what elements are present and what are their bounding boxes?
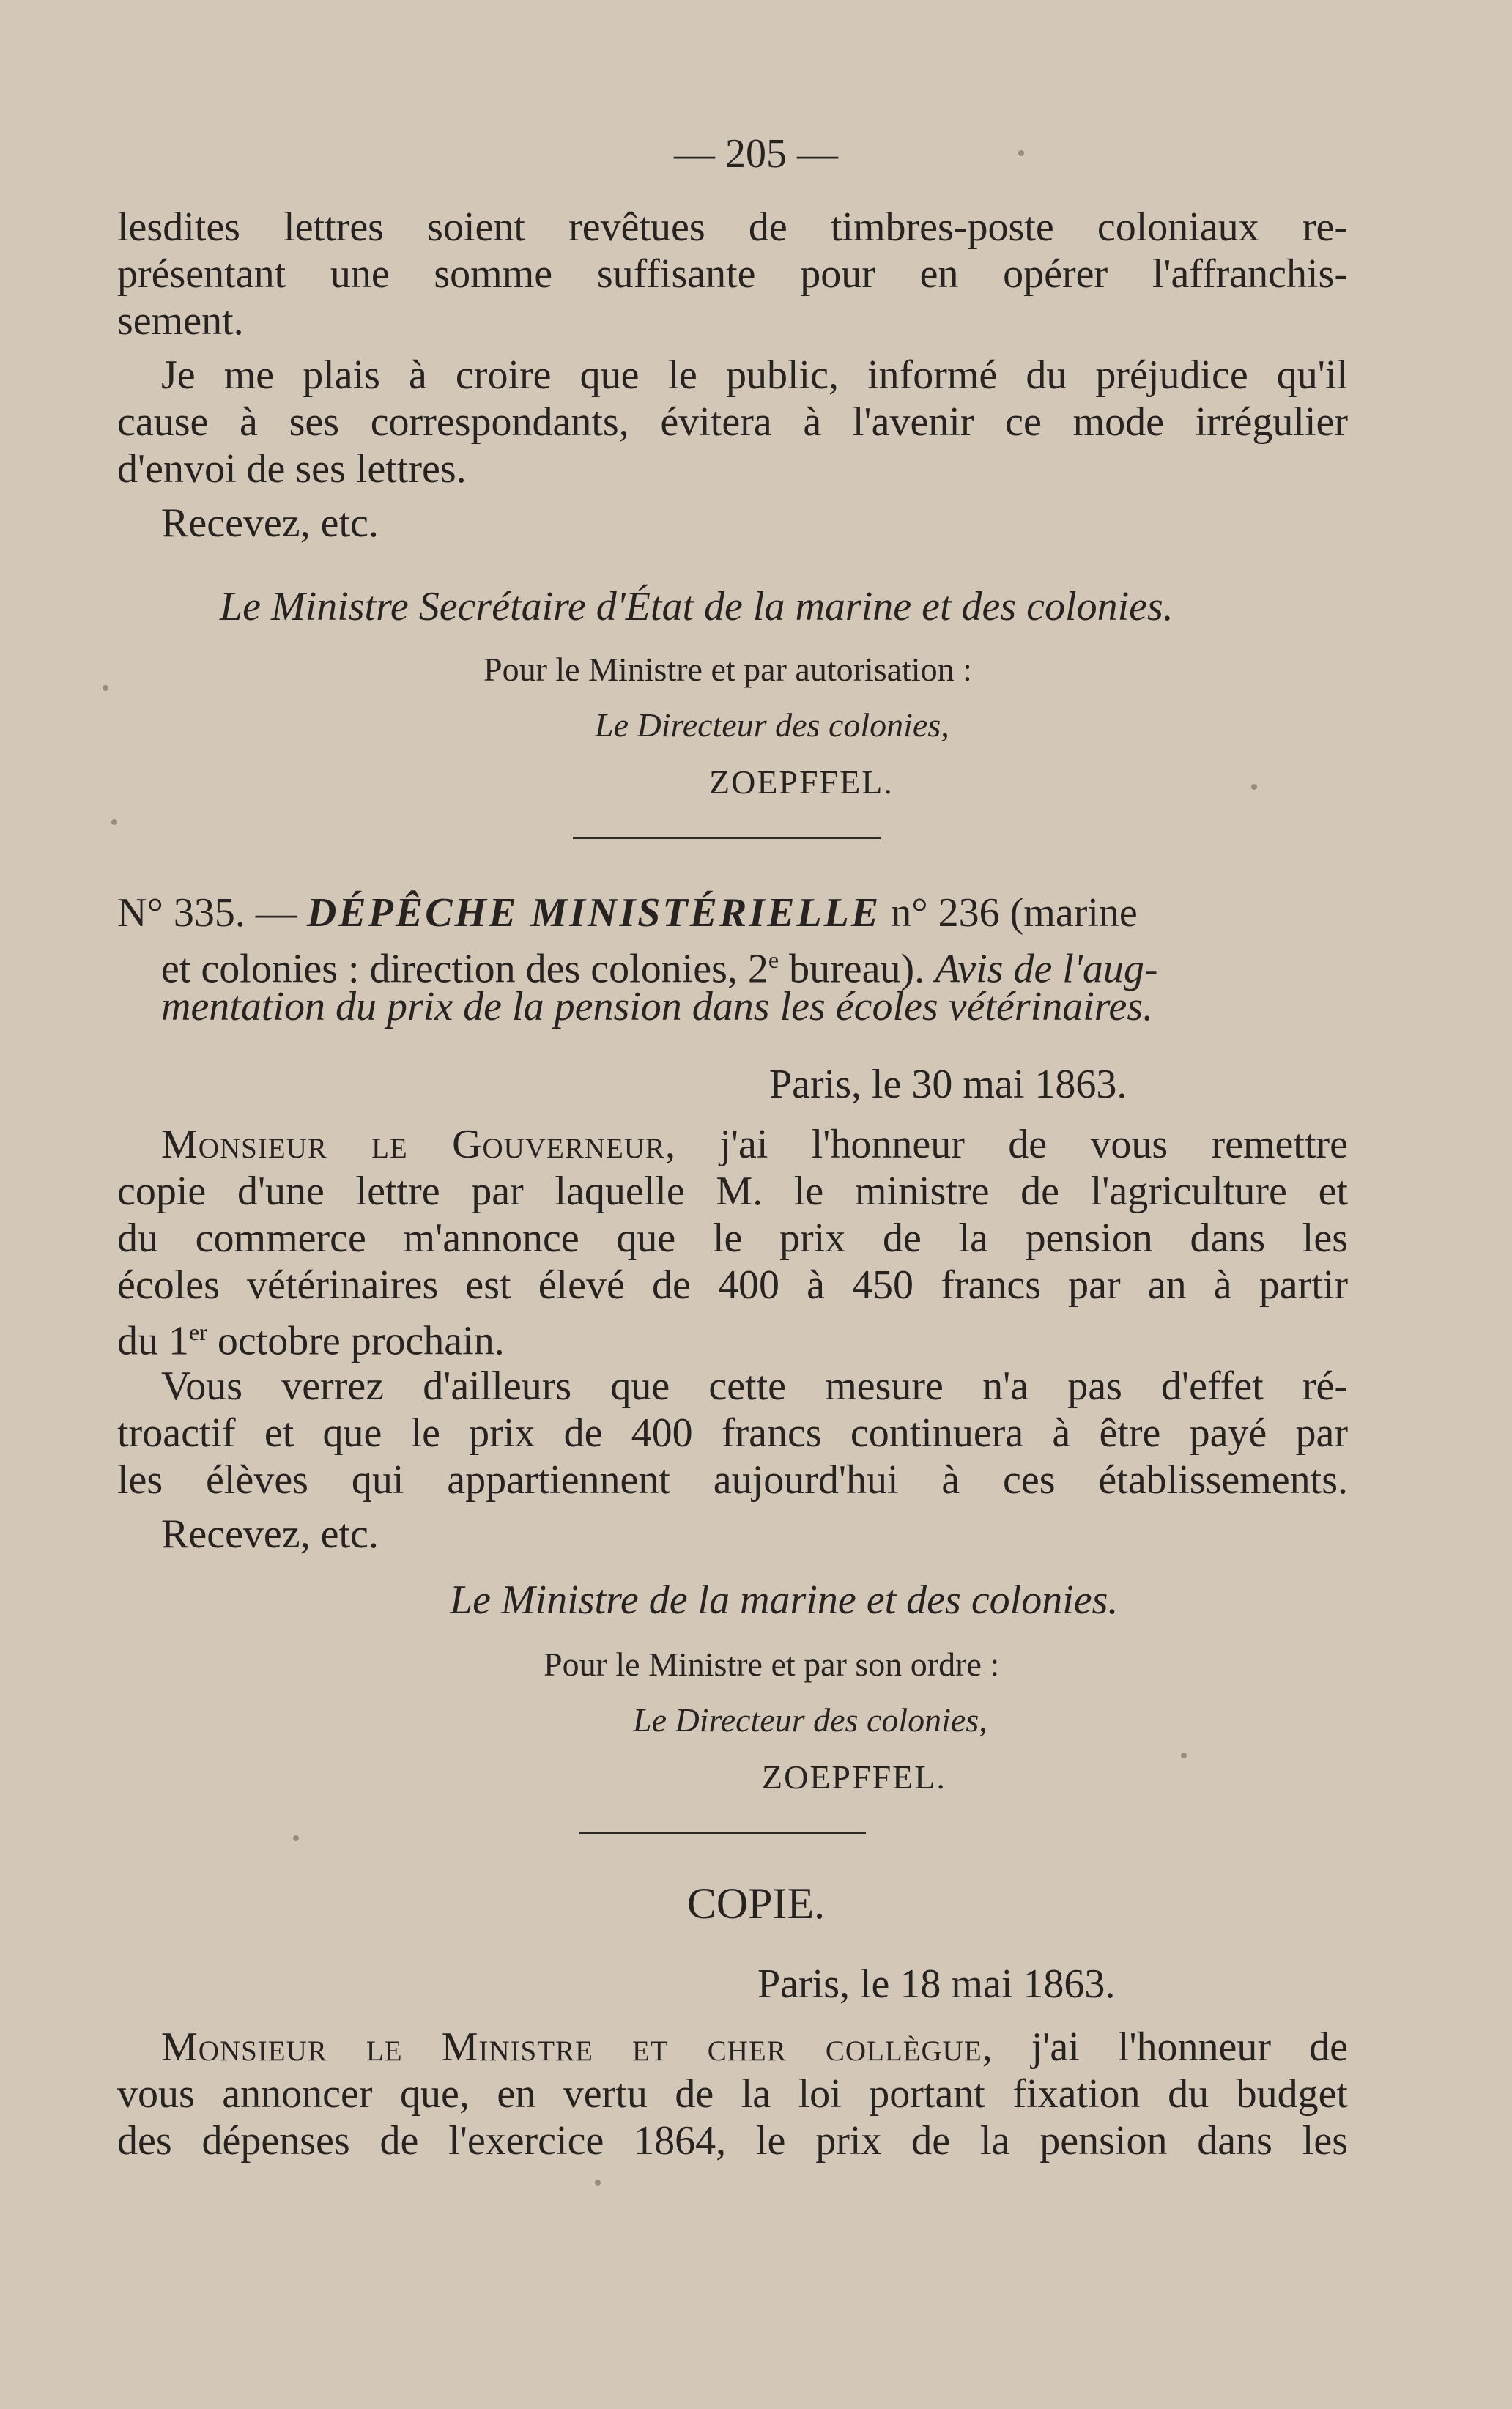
signature-title: Le Ministre de la marine et des colonies. [450,1577,1119,1623]
body-line: présentant une somme suffisante pour en opérer l'affranchis- [117,251,1348,297]
superscript: e [768,947,779,973]
signature-name: ZOEPFFEL. [762,1758,946,1796]
body-line: du commerce m'annonce que le prix de la pension dans les [117,1215,1348,1261]
page-number: — 205 — [674,131,838,177]
body-line: lesdites lettres soient revêtues de timbres-poste coloniaux re- [117,204,1348,250]
paper-speck [103,685,108,691]
paper-speck [1181,1753,1187,1758]
body-line [117,1309,1348,1365]
body-line [161,1121,1348,1168]
body-line: écoles vétérinaires est élevé de 400 à 450 francs par an à partir [117,1262,1348,1308]
dispatch-subject: Avis de l'aug- [935,946,1158,992]
closing-formula: Recevez, etc. [161,500,379,546]
dispatch-service-end: bureau). [779,946,925,992]
section-divider [573,837,881,839]
dateline: Paris, le 18 mai 1863. [757,1961,1116,2007]
body-text: du 1 [117,1318,189,1364]
signature-director: Le Directeur des colonies, [595,706,949,744]
dispatch-heading [117,889,1348,936]
body-line: vous annoncer que, en vertu de la loi portant fixation du budget [117,2071,1348,2117]
body-line [161,2024,1348,2071]
closing-formula: Recevez, etc. [161,1511,379,1557]
dispatch-service: et colonies : direction des colonies, 2 [161,946,768,992]
body-line: Je me plais à croire que le public, informé du préjudice qu'il [161,352,1348,398]
paper-speck [111,819,117,825]
dispatch-number: N° 335. — [117,890,297,936]
signature-authority: Pour le Ministre et par autorisation : [483,651,972,688]
signature-director: Le Directeur des colonies, [633,1701,987,1739]
dispatch-title: DÉPÊCHE MINISTÉRIELLE [306,890,881,936]
body-text: octobre prochain. [207,1318,505,1364]
salutation: Monsieur le Ministre et cher collègue, [161,2024,993,2070]
body-line: Vous verrez d'ailleurs que cette mesure n'a pas d'effet ré- [161,1363,1348,1409]
salutation: Monsieur le Gouverneur, [161,1122,677,1167]
signature-authority: Pour le Ministre et par son ordre : [544,1646,1000,1683]
superscript: er [189,1319,207,1345]
body-line: d'envoi de ses lettres. [117,446,467,492]
body-line: sement. [117,298,244,344]
body-text: j'ai l'honneur de [1031,2024,1348,2070]
paper-speck [293,1835,299,1841]
body-line: troactif et que le prix de 400 francs continuera à être payé par [117,1410,1348,1456]
body-line: des dépenses de l'exercice 1864, le prix de la pension dans les [117,2118,1348,2164]
body-text: j'ai l'honneur de vous remettre [719,1122,1348,1167]
dispatch-reference: n° 236 (marine [891,890,1138,936]
body-line: les élèves qui appartiennent aujourd'hui à ces établissements. [117,1457,1348,1503]
dispatch-subject-line: mentation du prix de la pension dans les écoles vétérinaires. [161,984,1154,1029]
paper-speck [595,2180,601,2186]
signature-name: ZOEPFFEL. [709,763,894,801]
paper-speck [1251,784,1257,790]
copy-heading: COPIE. [686,1879,826,1928]
signature-title: Le Ministre Secrétaire d'État de la marine et des colonies. [220,584,1174,629]
body-line: copie d'une lettre par laquelle M. le ministre de l'agriculture et [117,1169,1348,1214]
paper-speck [1018,150,1024,156]
body-line: cause à ses correspondants, évitera à l'avenir ce mode irrégulier [117,399,1348,445]
dateline: Paris, le 30 mai 1863. [769,1062,1127,1107]
section-divider [579,1832,866,1834]
